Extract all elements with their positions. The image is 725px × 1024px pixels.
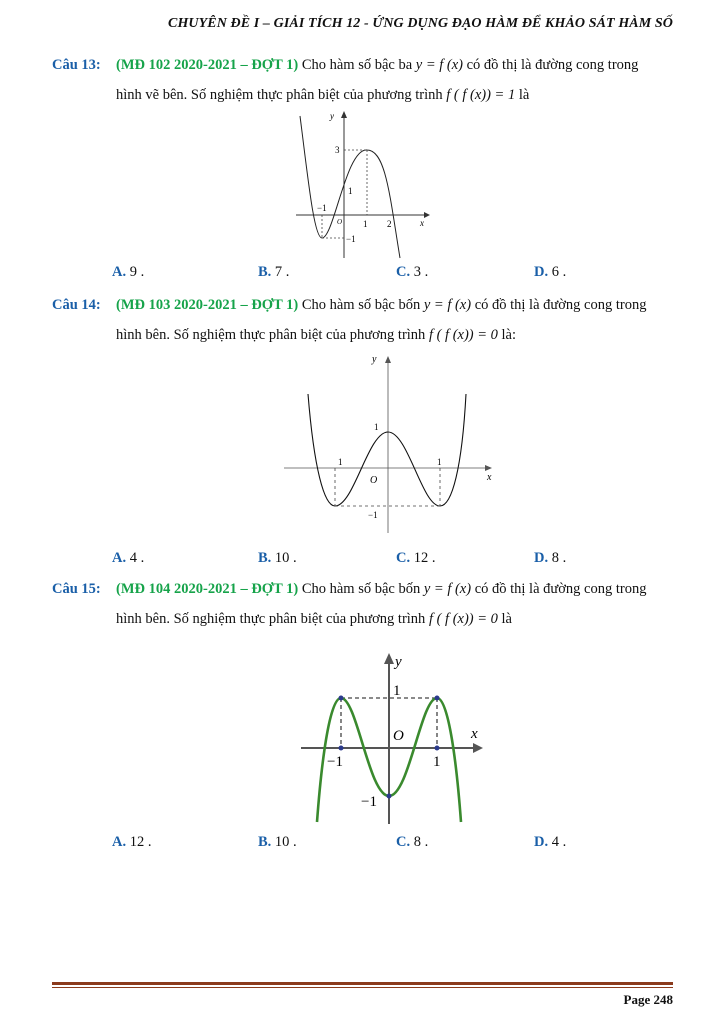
question-label: Câu 14:	[52, 297, 101, 313]
quartic-graph-2	[295, 648, 495, 826]
page-number: Page 248	[623, 992, 673, 1007]
equation: f ( f (x)) = 0	[428, 611, 498, 627]
tick-label: −1	[346, 234, 356, 244]
question-source: (MĐ 104 2020-2021 – ĐỢT 1)	[116, 581, 299, 597]
question-source: (MĐ 103 2020-2021 – ĐỢT 1)	[116, 297, 299, 313]
option-a[interactable]: A. 12 .	[112, 834, 152, 850]
question-text: Cho hàm số bậc bốn	[301, 581, 421, 597]
option-d[interactable]: D. 8 .	[534, 550, 567, 566]
tick-label: −1	[368, 510, 378, 520]
tick-label: −1	[361, 794, 377, 810]
origin-label: O	[393, 728, 404, 744]
question-label: Câu 13:	[52, 57, 101, 73]
question-text: là	[518, 87, 530, 103]
point	[339, 696, 344, 701]
question-text: Cho hàm số bậc ba	[301, 57, 413, 73]
question-text: hình bên. Số nghiệm thực phân biệt của phương trình	[116, 611, 426, 627]
question-text: có đồ thị là đường cong trong	[466, 57, 639, 73]
point	[435, 746, 440, 751]
question-text: có đồ thị là đường cong trong	[474, 297, 647, 313]
y-axis-label: y	[372, 354, 377, 365]
cubic-graph	[290, 108, 440, 263]
question-13	[52, 54, 673, 106]
question-text: hình bên. Số nghiệm thực phân biệt của phương trình	[116, 327, 426, 343]
option-c[interactable]: C. 3 .	[396, 264, 429, 280]
equation: f ( f (x)) = 1	[446, 87, 516, 103]
function-expression: y = f (x)	[415, 57, 463, 73]
question-text: là:	[501, 327, 517, 343]
question-15	[52, 578, 673, 630]
tick-label: 1	[338, 457, 343, 467]
x-axis-arrow	[473, 743, 483, 753]
question-label: Câu 15:	[52, 581, 101, 597]
tick-label: 1	[437, 457, 442, 467]
quartic-graph-1	[280, 348, 505, 538]
x-axis-label: x	[420, 218, 424, 228]
tick-label: 1	[374, 422, 379, 432]
point	[387, 794, 392, 799]
question-text: hình vẽ bên. Số nghiệm thực phân biệt của phương trình	[116, 87, 443, 103]
point	[339, 746, 344, 751]
x-axis-arrow	[485, 465, 492, 471]
footer-rule-thin	[52, 987, 673, 988]
option-b[interactable]: B. 10 .	[258, 834, 297, 850]
tick-label: 2	[387, 219, 392, 229]
question-text: Cho hàm số bậc bốn	[301, 297, 421, 313]
option-d[interactable]: D. 4 .	[534, 834, 567, 850]
option-a[interactable]: A. 9 .	[112, 264, 145, 280]
tick-label: 1	[433, 754, 441, 770]
question-text: là	[501, 611, 512, 627]
option-c[interactable]: C. 8 .	[396, 834, 429, 850]
y-axis-arrow	[384, 653, 394, 664]
y-axis-label: y	[330, 111, 334, 121]
tick-label: −1	[317, 203, 327, 213]
option-b[interactable]: B. 7 .	[258, 264, 290, 280]
point	[435, 696, 440, 701]
option-b[interactable]: B. 10 .	[258, 550, 297, 566]
footer-rule	[52, 982, 673, 985]
y-axis-arrow	[341, 111, 347, 118]
question-text: có đồ thị là đường cong trong	[474, 581, 647, 597]
function-expression: y = f (x)	[423, 297, 472, 313]
x-axis-arrow	[424, 212, 430, 218]
question-source: (MĐ 102 2020-2021 – ĐỢT 1)	[116, 57, 299, 73]
tick-label: 1	[348, 186, 353, 196]
option-c[interactable]: C. 12 .	[396, 550, 436, 566]
equation: f ( f (x)) = 0	[428, 327, 498, 343]
y-axis-label: y	[395, 654, 402, 670]
option-d[interactable]: D. 6 .	[534, 264, 567, 280]
page-header-title: CHUYÊN ĐỀ I – GIẢI TÍCH 12 - ỨNG DỤNG ĐẠO HÀM ĐỂ KHẢO SÁT HÀM SỐ	[168, 16, 673, 31]
tick-label: 1	[393, 683, 401, 699]
x-axis-label: x	[471, 726, 478, 742]
question-14	[52, 294, 673, 346]
tick-label: −1	[327, 754, 343, 770]
curve	[308, 394, 466, 506]
y-axis-arrow	[385, 356, 391, 363]
origin-label: O	[370, 475, 378, 486]
option-a[interactable]: A. 4 .	[112, 550, 145, 566]
tick-label: 1	[363, 219, 368, 229]
origin-label: O	[337, 218, 343, 226]
x-axis-label: x	[487, 472, 492, 483]
tick-label: 3	[335, 145, 340, 155]
function-expression: y = f (x)	[423, 581, 472, 597]
